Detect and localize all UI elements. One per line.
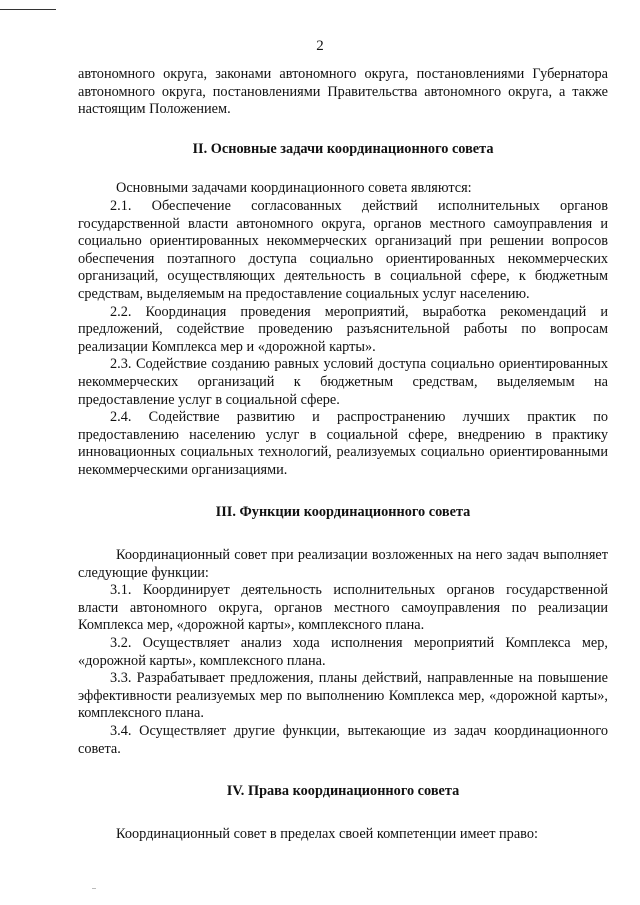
section-4-lead: Координационный совет в пределах своей компетенции имеет право: [116, 825, 538, 842]
section-3-heading: III. Функции координационного совета [215, 504, 471, 521]
intro-paragraph: автономного округа, законами автономного округа, постановлениями Губернатора автономного округа, постановлениями Правительства автономного округа, а также настоящим Положением. [78, 66, 608, 118]
section-4-heading: IV. Права координационного совета [226, 783, 460, 800]
section-3-item-3: 3.3. Разрабатывает предложения, планы действий, направленные на повышение эффективности реализуемых мер по выполнению Комплекса мер, «дорожной карты», комплексного плана. [78, 670, 608, 722]
section-2-lead: Основными задачами координационного совета являются: [116, 180, 472, 197]
section-3-lead: Координационный совет при реализации возложенных на него задач выполняет следующие функции: [78, 547, 608, 581]
section-2-item-1: 2.1. Обеспечение согласованных действий исполнительных органов государственной власти автономного округа, органов местного самоуправления и социально ориентированных некоммерческих организаций при решении вопросов обеспечения поэтапного доступа социально ориентированных некоммерческих организаций, осуществляющих деятельность в социальной сфере, к бюджетным средствам, выделяемым на предоставление социальных услуг населению. [78, 197, 608, 302]
section-3-item-2: 3.2. Осуществляет анализ хода исполнения мероприятий Комплекса мер, «дорожной карты», комплексного плана. [78, 635, 608, 669]
header-rule [0, 9, 56, 10]
section-2-item-3: 2.3. Содействие созданию равных условий доступа социально ориентированных некоммерческих организаций к бюджетным средствам, выделяемым на предоставление услуг в социальной сфере. [78, 356, 608, 408]
document-body [78, 66, 608, 843]
section-3-item-1: 3.1. Координирует деятельность исполнительных органов государственной власти автономного округа, органов местного самоуправления по реализации Комплекса мер, «дорожной карты», комплексного плана. [78, 582, 608, 634]
section-2-item-4: 2.4. Содействие развитию и распространению лучших практик по предоставлению населению услуг в социальной сфере, внедрению в практику инновационных социальных технологий, реализуемых социально ориентированными некоммерческими организациями. [78, 409, 608, 478]
page-number: 2 [316, 38, 324, 54]
section-2-heading: II. Основные задачи координационного совета [192, 140, 494, 157]
section-2-item-2: 2.2. Координация проведения мероприятий, выработка рекомендаций и предложений, содействие проведению разъяснительной работы по вопросам реализации Комплекса мер и «дорожной карты». [78, 303, 608, 355]
scan-artifact [92, 888, 96, 889]
section-3-item-4: 3.4. Осуществляет другие функции, вытекающие из задач координационного совета. [78, 723, 608, 757]
